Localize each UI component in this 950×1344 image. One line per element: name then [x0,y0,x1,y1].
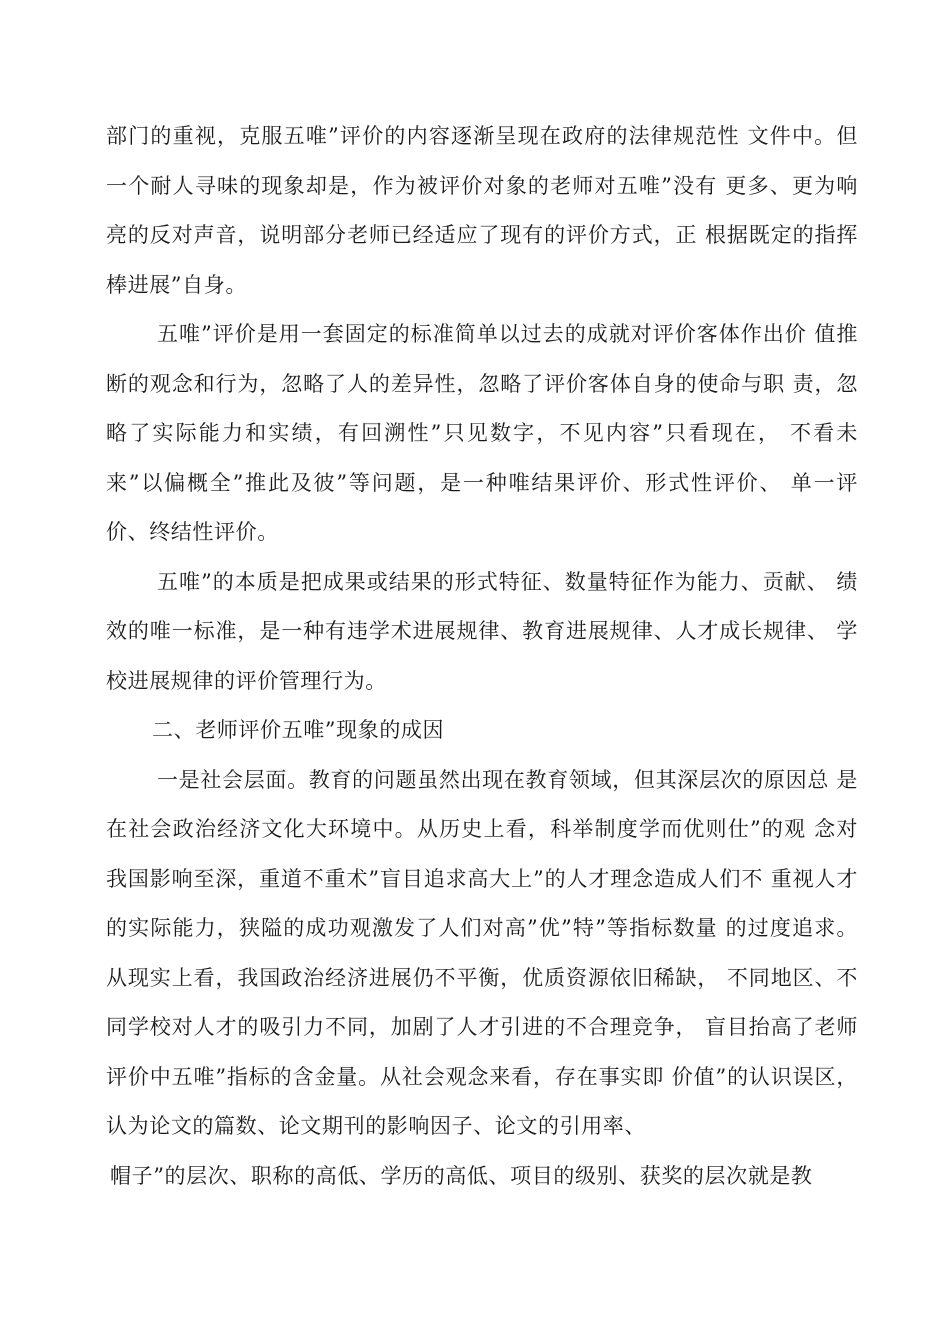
section-heading-causes: 二、老师评价五唯”现象的成因 [152,718,445,742]
paragraph-wuwei-essence: 五唯”的本质是把成果或结果的形式特征、数量特征作为能力、贡献、 绩效的唯一标准，是一种有违学术进展规律、教育进展规律、人才成长规律、 学校进展规律的评价管理行为。 [106,569,859,693]
paragraph-wuwei-definition: 五唯”评价是用一套固定的标准简单以过去的成就对评价客体作出价 值推断的观念和行为，忽略了人的差异性，忽略了评价客体自身的使命与职 责，忽略了实际能力和实绩，有回溯性”只见数字，不见内容”只看现在， 不看未来”以偏概全”推此及彼”等问题，是一种唯结果评价、形式性评价、 单一评价、终结性评价。 [106,322,858,544]
document-body [106,112,858,1201]
paragraph-trailing-line: 帽子”的层次、职称的高低、学历的高低、项目的级别、获奖的层次就是教 [110,1163,813,1188]
paragraph-social-level: 一是社会层面。教育的问题虽然出现在教育领域，但其深层次的原因总 是在社会政治经济文化大环境中。从历史上看，科举制度学而优则仕”的观 念对我国影响至深，重道不重术”盲目追求高大上”的人才理念造成人们不 重视人才的实际能力，狭隘的成功观激发了人们对高”优”特”等指标数量 的过度追求。从现实上看，我国政治经济进展仍不平衡，优质资源依旧稀缺， 不同地区、不同学校对人才的吸引力不同，加剧了人才引进的不合理竞争， 盲目抬高了老师评价中五唯”指标的含金量。从社会观念来看，存在事实即 价值”的认识误区，认为论文的篇数、论文期刊的影响因子、论文的引用率、 [106,767,858,1138]
paragraph-continuation: 部门的重视，克服五唯”评价的内容逐渐呈现在政府的法律规范性 文件中。但一个耐人寻味的现象却是，作为被评价对象的老师对五唯”没有 更多、更为响亮的反对声音，说明部分老师已经适应了现有的评价方式，正 根据既定的指挥棒进展”自身。 [106,124,858,297]
